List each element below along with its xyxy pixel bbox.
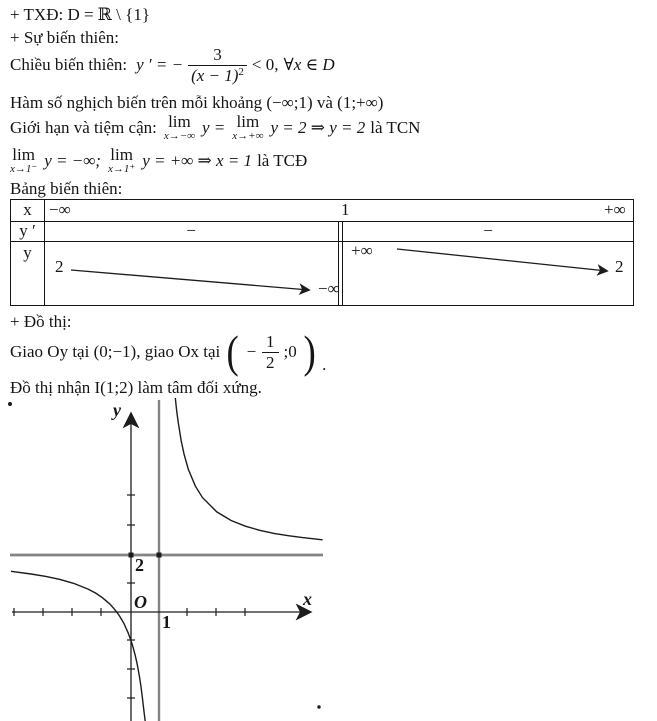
line-tam-doi-xung [10,377,262,398]
nghich-bien-text: Hàm số nghịch biến trên mỗi khoảng (−∞;1) và (1;+∞) [10,93,384,112]
x-tick-label-1: 1 [162,612,171,632]
table-label-y: y [23,243,32,262]
line-chieu-bien-thien [10,45,335,85]
x-center-value: 1 [341,200,350,219]
deriv-rhs2: ∀x ∈ D [283,55,335,75]
tcd-math: y = +∞ ⇒ x = 1 [142,150,253,170]
y-tick-label-2: 2 [135,555,144,575]
deriv-numerator: 3 [213,45,222,64]
deriv-exponent: 2 [238,65,244,78]
lim-2: lim x→+∞ [232,112,264,142]
lim-1: lim x→−∞ [163,112,195,142]
line-gioi-han-tcd [8,146,307,175]
y-right-start: +∞ [351,241,373,260]
deriv-lhs: y ′ = − [136,55,184,75]
giao-period: . [322,355,327,374]
tcn-math: y = 2 ⇒ y = 2 [270,117,366,137]
chieu-label: Chiều biến thiên: [10,55,128,75]
do-thi-text: + Đồ thị: [10,312,72,331]
stray-dot-right [317,705,320,708]
giao-tail: ;0 [283,342,297,362]
giao-numerator: 1 [266,331,275,351]
txd-text: + TXĐ: D = ℝ \ {1} [10,5,150,24]
giao-fraction [262,332,279,372]
su-bien-thien-text: + Sự biến thiên: [10,28,119,47]
line-gioi-han-tcn [10,113,420,142]
mark-center-point [157,553,162,558]
giao-minus: − [245,342,258,362]
yprime-left-sign: − [186,221,196,240]
line-bang-bien-thien [10,178,122,199]
open-paren: ( [226,326,240,378]
line-txd [10,4,150,25]
table-arrows [11,200,635,307]
deriv-fraction [188,45,247,85]
tam-doi-xung-text: Đồ thị nhận I(1;2) làm tâm đối xứng. [10,378,262,397]
function-graph [0,398,657,721]
table-label-yprime: y ′ [19,221,36,240]
y-left-start: 2 [55,257,64,276]
lim-3: lim x→1⁻ [10,145,38,175]
tcd-text: là TCĐ [257,150,308,170]
mark-y2-on-axis [129,553,134,558]
line-giao [10,326,327,378]
deriv-denominator: $(x - 1)^2$ [188,65,247,86]
origin-label: O [134,592,147,612]
lim-mid-2: y = −∞; [44,150,101,170]
y-left-end: −∞ [318,279,340,298]
stray-dot-left [8,402,12,406]
deriv-rhs1: < 0, [251,55,279,75]
y-axis-label: y [113,400,121,420]
close-paren: ) [303,326,316,378]
line-nghich-bien [10,92,383,113]
giao-pre-text: Giao Oy tại (0;−1), giao Ox tại [10,342,221,362]
decreasing-arrow-left [71,270,309,290]
curve-left-branch [11,571,145,721]
y-right-end: 2 [615,257,624,276]
table-label-x: x [23,200,32,219]
bang-bien-thien-text: Bảng biến thiên: [10,179,123,198]
x-axis-label: x [303,589,312,609]
decreasing-arrow-right [397,249,607,271]
line-do-thi [10,311,72,332]
lim-mid-1: y = [202,117,226,137]
gioi-han-label: Giới hạn và tiệm cận: [10,117,157,137]
x-right-value: +∞ [604,200,626,219]
variation-table [10,199,634,306]
yprime-right-sign: − [483,221,493,240]
lim-4: lim x→1⁺ [107,145,136,175]
tcn-text: là TCN [370,117,421,137]
giao-denominator: 2 [262,352,279,373]
x-left-value: −∞ [49,200,71,219]
curve-right-branch [175,398,322,540]
